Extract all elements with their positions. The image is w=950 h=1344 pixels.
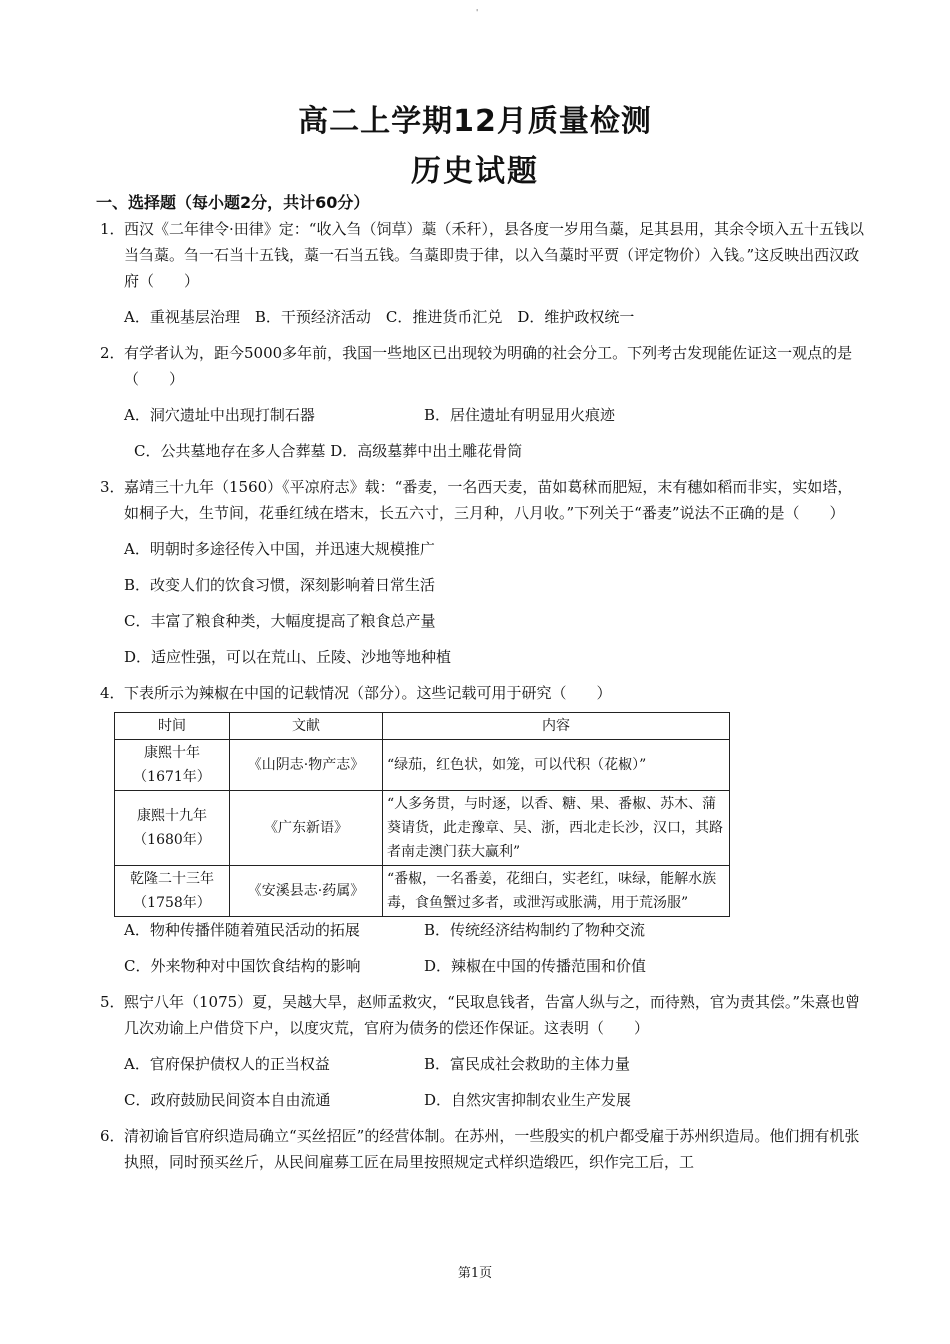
- question-3: [100, 474, 865, 526]
- option-cd: C．公共墓地存在多人合葬墓 D．高级墓葬中出土雕花骨筒: [134, 442, 523, 460]
- col-header-document: 文献: [230, 713, 383, 740]
- option-row: [100, 1087, 865, 1113]
- exam-content: [96, 190, 865, 1175]
- cell-content: “绿茄，红色状，如笼，可以代积（花椒）”: [383, 740, 730, 791]
- question-1: [100, 216, 865, 294]
- col-header-time: 时间: [115, 713, 230, 740]
- question-number: 1．: [100, 220, 125, 238]
- table-row: [115, 866, 730, 917]
- question-number: 5．: [100, 993, 125, 1011]
- question-number: 4．: [100, 684, 125, 702]
- option-c: C．丰富了粮食种类，大幅度提高了粮食总产量: [124, 612, 436, 630]
- cell-document: 《广东新语》: [230, 791, 383, 866]
- question-number: 6．: [100, 1127, 125, 1145]
- question-1-options: A．重视基层治理 B．干预经济活动 C．推进货币汇兑 D．维护政权统一: [124, 308, 635, 326]
- question-stem: 熙宁八年（1075）夏，吴越大旱，赵师孟救灾，“民取息钱者，告富人纵与之，而待熟，官为责其偿。”朱熹也曾几次劝谕上户借贷下户，以度灾荒，官府为债务的偿还作保证。这表明（ ）: [124, 993, 861, 1037]
- cell-time: 乾隆二十三年 （1758年）: [115, 866, 230, 917]
- option-b: B．富民成社会救助的主体力量: [424, 1055, 631, 1073]
- option-row: [100, 917, 865, 943]
- section-heading: 一、选择题（每小题2分，共计60分）: [96, 193, 370, 212]
- question-stem: 下表所示为辣椒在中国的记载情况（部分）。这些记载可用于研究（ ）: [124, 684, 612, 702]
- question-2: [100, 340, 865, 392]
- table-row: [115, 791, 730, 866]
- option-b: B．传统经济结构制约了物种交流: [424, 921, 646, 939]
- cell-document: 《山阴志·物产志》: [230, 740, 383, 791]
- question-4: [100, 680, 865, 706]
- option-a: A．明朝时多途径传入中国，并迅速大规模推广: [124, 540, 435, 558]
- option-c: C．政府鼓励民间资本自由流通: [124, 1091, 331, 1109]
- cell-content: “人多务贯，与时逐，以香、糖、果、番椒、苏木、蒲葵请货，此走豫章、吴、浙，西北走长沙，汉口，其路者南走澳门获大赢利”: [383, 791, 730, 866]
- option-b: B．改变人们的饮食习惯，深刻影响着日常生活: [124, 576, 436, 594]
- header-mark: ': [476, 8, 479, 17]
- cell-time: 康熙十年 （1671年）: [115, 740, 230, 791]
- exam-subject: 历史试题: [411, 154, 539, 189]
- cell-content: “番椒，一名番姜，花细白，实老红，味绿，能解水族毒，食鱼蟹过多者，或泄泻或胀满，用于荒汤服”: [383, 866, 730, 917]
- option-row: [100, 402, 865, 428]
- option-a: A．洞穴遗址中出现打制石器: [124, 406, 315, 424]
- chili-records-table: [114, 712, 730, 917]
- question-number: 2．: [100, 344, 125, 362]
- question-stem: 西汉《二年律令·田律》定：“收入刍（饲草）藁（禾秆），县各度一岁用刍藁，足其县用，其余令顷入五十五钱以当刍藁。刍一石当十五钱，藁一石当五钱。刍藁即贵于律，以入刍藁时平贾（评定物价）入钱。”这反映出西汉政府（ ）: [124, 220, 864, 290]
- question-stem: 嘉靖三十九年（1560）《平凉府志》载：“番麦，一名西天麦，苗如葛秫而肥短，末有穗如稻而非实，实如塔，如桐子大，生节间，花垂红绒在塔末，长五六寸，三月种，八月收。”下列关于“番麦”说法不正确的是（ ）: [124, 478, 853, 522]
- option-d: D．自然灾害抑制农业生产发展: [424, 1091, 632, 1109]
- cell-document: 《安溪县志·药属》: [230, 866, 383, 917]
- table-row: [115, 740, 730, 791]
- question-stem: 清初谕旨官府织造局确立“买丝招匠”的经营体制。在苏州，一些殷实的机户都受雇于苏州织造局。他们拥有机张执照，同时预买丝斤，从民间雇募工匠在局里按照规定式样织造缎匹，织作完工后，工: [124, 1127, 860, 1171]
- question-number: 3．: [100, 478, 125, 496]
- cell-time: 康熙十九年 （1680年）: [115, 791, 230, 866]
- option-d: D．适应性强，可以在荒山、丘陵、沙地等地种植: [124, 648, 452, 666]
- option-row: [100, 953, 865, 979]
- question-5: [100, 989, 865, 1041]
- option-a: A．物种传播伴随着殖民活动的拓展: [124, 921, 360, 939]
- option-a: A．官府保护债权人的正当权益: [124, 1055, 330, 1073]
- option-c: C．外来物种对中国饮食结构的影响: [124, 957, 361, 975]
- col-header-content: 内容: [383, 713, 730, 740]
- option-b: B．居住遗址有明显用火痕迹: [424, 406, 616, 424]
- table-header-row: [115, 713, 730, 740]
- option-d: D．辣椒在中国的传播范围和价值: [424, 957, 647, 975]
- option-row: [100, 1051, 865, 1077]
- page-number: 第1页: [457, 1266, 493, 1281]
- exam-title: 高二上学期12月质量检测: [298, 104, 652, 139]
- question-stem: 有学者认为，距今5000多年前，我国一些地区已出现较为明确的社会分工。下列考古发现能佐证这一观点的是（ ）: [124, 344, 853, 388]
- question-6: [100, 1123, 865, 1175]
